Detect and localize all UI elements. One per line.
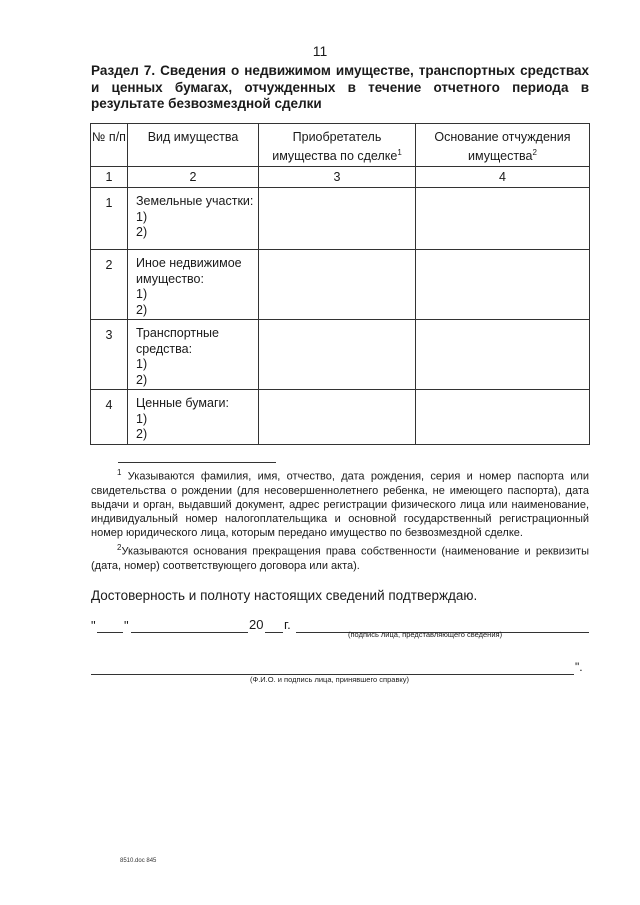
list-item: 1) — [136, 411, 148, 426]
table-row — [91, 320, 590, 390]
receiver-caption: (Ф.И.О. и подпись лица, принявшего справку) — [250, 675, 410, 684]
property-kind-label: Транспортные средства: — [136, 326, 219, 356]
footnote-2 — [91, 541, 589, 573]
column-number: 4 — [416, 167, 590, 188]
footer-code: 8510.doc 845 — [120, 858, 157, 864]
header-cell-number: № п/п — [91, 124, 128, 167]
footnote-1-text: Указываются фамилия, имя, отчество, дата рождения, серия и номер паспорта или свидетельства о рождении (для несовершеннолетнего ребенка, не имеющего паспорта), дата выдачи и орган, выдавший документ, адрес регистрации физического лица или наименование, индивидуальный номер налогоплательщика и основной государственный регистрационный номер юридического лица, которым передано имущество по безвозмездной сделке. — [91, 470, 590, 540]
property-table — [90, 123, 590, 445]
property-kind-label: Иное недвижимое имущество: — [136, 256, 242, 286]
signer-caption: (подпись лица, представляющего сведения) — [348, 630, 503, 639]
list-item: 1) — [136, 209, 148, 224]
property-kind — [128, 390, 259, 445]
basis-cell[interactable] — [416, 390, 590, 445]
column-number: 2 — [128, 167, 259, 188]
footnote-2-mark: 2 — [117, 542, 122, 552]
basis-cell[interactable] — [416, 188, 590, 250]
row-number: 1 — [91, 188, 128, 250]
year-prefix: 20 — [249, 617, 264, 632]
footnote-2-text: Указываются основания прекращения права собственности (наименование и реквизиты (дата, номер) соответствующего договора или акта). — [91, 545, 589, 572]
acquirer-cell[interactable] — [259, 320, 416, 390]
month-field[interactable] — [131, 618, 248, 633]
confirmation-text: Достоверность и полноту настоящих сведений подтверждаю. — [91, 588, 478, 603]
year-suffix: г. — [284, 617, 291, 632]
property-kind — [128, 188, 259, 250]
page-number: 11 — [312, 43, 328, 59]
property-kind-label: Земельные участки: — [136, 194, 254, 208]
property-kind — [128, 250, 259, 320]
close-quote: " — [124, 618, 129, 633]
column-number: 1 — [91, 167, 128, 188]
header-cell-kind: Вид имущества — [128, 124, 259, 167]
row-number: 4 — [91, 390, 128, 445]
date-signature-line — [91, 616, 589, 638]
row-number: 2 — [91, 250, 128, 320]
footnotes — [91, 466, 589, 573]
list-item: 2) — [136, 225, 148, 239]
receiver-signature-field[interactable] — [91, 660, 574, 675]
acquirer-cell[interactable] — [259, 188, 416, 250]
basis-cell[interactable] — [416, 250, 590, 320]
list-item: 1) — [136, 287, 148, 301]
column-number-row — [91, 167, 590, 188]
header-cell-acquirer: Приобретатель имущества по сделке$^1$ — [259, 124, 416, 167]
acquirer-cell[interactable] — [259, 390, 416, 445]
basis-cell[interactable] — [416, 320, 590, 390]
header-cell-basis: Основание отчуждения имущества$^2$ — [416, 124, 590, 167]
end-quote: ". — [575, 660, 583, 674]
footnote-1-mark: 1 — [117, 468, 122, 477]
table-row — [91, 188, 590, 250]
acquirer-cell[interactable] — [259, 250, 416, 320]
list-item: 2) — [136, 372, 148, 387]
table-row — [91, 250, 590, 320]
footnote-divider — [118, 462, 276, 463]
footnote-1 — [91, 466, 589, 541]
list-item: 1) — [136, 357, 148, 371]
open-quote: " — [91, 618, 96, 633]
property-kind-label: Ценные бумаги: — [136, 396, 229, 410]
property-kind — [128, 320, 259, 390]
column-number: 3 — [259, 167, 416, 188]
row-number: 3 — [91, 320, 128, 390]
year-field[interactable] — [265, 618, 283, 633]
day-field[interactable] — [97, 618, 123, 633]
list-item: 2) — [136, 427, 148, 441]
table-row — [91, 390, 590, 445]
list-item: 2) — [136, 302, 148, 317]
header-row — [91, 124, 590, 167]
section-title: Раздел 7. Сведения о недвижимом имуществе, транспортных средствах и ценных бумагах, отчужденных в течение отчетного периода в результате безвозмездной сделки — [91, 63, 589, 111]
